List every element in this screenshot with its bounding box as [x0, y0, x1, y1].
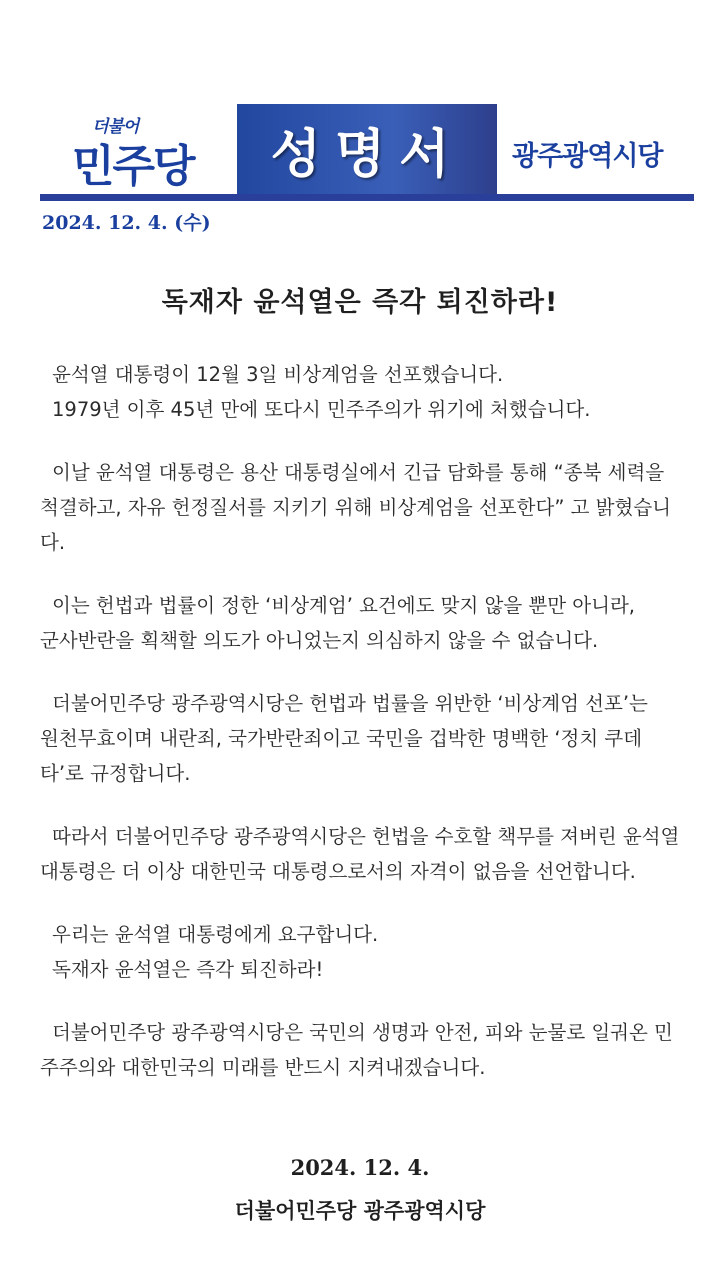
paragraph-line: 이날 윤석열 대통령은 용산 대통령실에서 긴급 담화를 통해 “종북 세력을 — [52, 461, 665, 484]
logo-main-text: 민주당 — [72, 141, 194, 192]
paragraph-line: 주주의와 대한민국의 미래를 반드시 지켜내겠습니다. — [40, 1056, 486, 1079]
paragraph — [40, 1015, 692, 1085]
paragraph-line: 다. — [40, 531, 66, 554]
paragraph-line: 더불어민주당 광주광역시당은 헌법과 법률을 위반한 ‘비상계엄 선포’는 — [52, 692, 648, 715]
paragraph — [40, 357, 692, 427]
banner-title: 성명서 — [270, 125, 464, 185]
paragraph-line: 우리는 윤석열 대통령에게 요구합니다. — [52, 923, 379, 946]
paragraph-line: 대통령은 더 이상 대한민국 대통령으로서의 자격이 없음을 선언합니다. — [40, 860, 636, 883]
paragraph-line: 윤석열 대통령이 12월 3일 비상계엄을 선포했습니다. — [52, 363, 504, 386]
document-header — [0, 0, 720, 234]
party-logo — [70, 110, 210, 195]
paragraph-line: 척결하고, 자유 헌정질서를 지키기 위해 비상계엄을 선포한다” 고 밝혔습니 — [40, 496, 671, 519]
org-name: 광주광역시당 — [512, 141, 663, 172]
paragraph-line: 독재자 윤석열은 즉각 퇴진하라! — [52, 958, 324, 981]
paragraph-line: 더불어민주당 광주광역시당은 국민의 생명과 안전, 피와 눈물로 일궈온 민 — [52, 1021, 673, 1044]
statement-date: 2024. 12. 4. (수) — [42, 212, 211, 234]
headline: 독재자 윤석열은 즉각 퇴진하라! — [161, 287, 559, 318]
paragraph-line: 타’로 규정합니다. — [40, 762, 191, 785]
paragraph — [40, 686, 692, 791]
logo-small-text: 더불어 — [92, 117, 139, 137]
statement-body — [40, 357, 692, 1113]
footer-org: 더불어민주당 광주광역시당 — [234, 1199, 486, 1223]
paragraph — [40, 588, 692, 658]
paragraph — [40, 917, 692, 987]
paragraph-line: 군사반란을 획책할 의도가 아니었는지 의심하지 않을 수 없습니다. — [40, 629, 599, 652]
paragraph-line: 원천무효이며 내란죄, 국가반란죄이고 국민을 겁박한 명백한 ‘정치 쿠데 — [40, 727, 643, 750]
paragraph-line: 이는 헌법과 법률이 정한 ‘비상계엄’ 요건에도 맞지 않을 뿐만 아니라, — [52, 594, 635, 617]
paragraph-line: 1979년 이후 45년 만에 또다시 민주주의가 위기에 처했습니다. — [52, 398, 591, 421]
paragraph — [40, 455, 692, 560]
paragraph-line: 따라서 더불어민주당 광주광역시당은 헌법을 수호할 책무를 져버린 윤석열 — [52, 825, 680, 848]
paragraph — [40, 819, 692, 889]
footer-date: 2024. 12. 4. — [290, 1155, 430, 1180]
statement-banner — [237, 104, 497, 194]
header-divider — [40, 194, 694, 201]
